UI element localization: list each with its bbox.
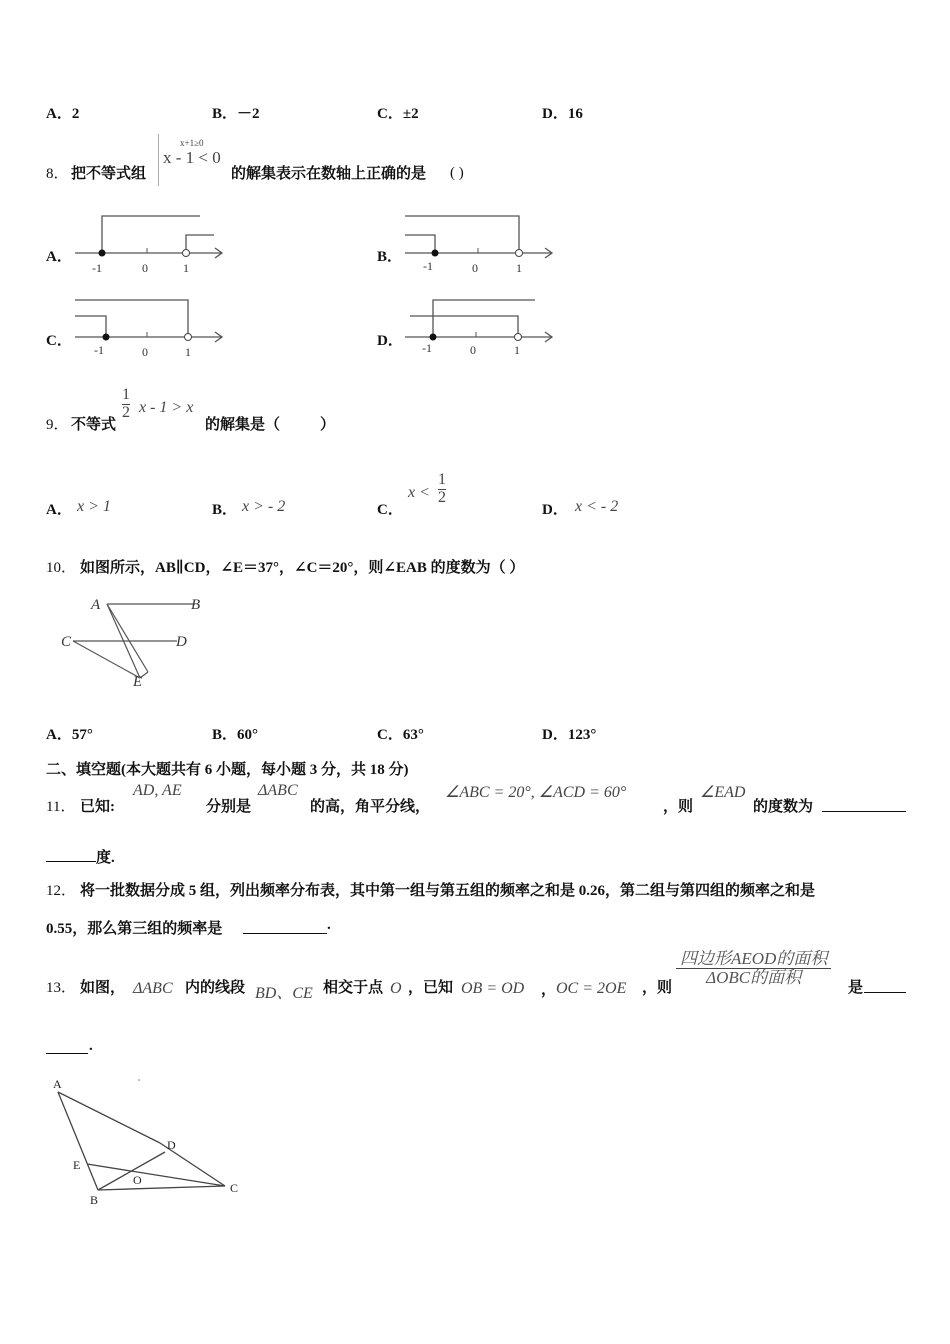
q10-option-d[interactable]: D．123° <box>542 727 597 743</box>
q9-option-c-value[interactable] <box>408 484 430 502</box>
q8-option-d-letter[interactable]: D． <box>377 333 403 349</box>
q13-math-5: OC = 2OE <box>556 980 627 997</box>
q9-option-c-fraction <box>438 472 446 507</box>
q8-brace <box>158 134 159 186</box>
frac-den: 2 <box>438 488 446 506</box>
q9-paren-close: ） <box>320 417 336 433</box>
q7-option-a[interactable]: A．2 <box>46 106 80 122</box>
tick-label: 1 <box>185 345 191 359</box>
q11-text-4: ，则 <box>663 799 694 815</box>
q9-option-d-value[interactable]: x < - 2 <box>575 498 619 515</box>
q8-answer-paren: ( ) <box>450 165 464 181</box>
q13-text-3: 相交于点 <box>323 980 384 996</box>
q9-stem-after: 的解集是（ <box>205 417 281 433</box>
q13-text-5: ，则 <box>642 980 673 996</box>
q8-stem-after: 的解集表示在数轴上正确的是 <box>231 166 427 182</box>
tick-label: 0 <box>142 345 148 359</box>
q9-number: 9． <box>46 417 69 433</box>
q8-option-c-numberline[interactable] <box>70 292 230 364</box>
q13-frac-num: 四边形AEOD的面积 <box>680 949 828 968</box>
q13-sep: ， <box>541 982 557 998</box>
q9-option-b-letter[interactable]: B． <box>212 502 238 518</box>
q10-option-b[interactable]: B．60° <box>212 727 259 743</box>
q8-option-d-numberline[interactable] <box>400 292 560 364</box>
q13-text-4: ，已知 <box>408 980 454 996</box>
tick-label: -1 <box>422 341 432 355</box>
q13-figure <box>45 1072 255 1207</box>
label-b: B <box>191 597 201 613</box>
label-o: O <box>133 1173 142 1187</box>
q7-option-c[interactable]: C．±2 <box>377 106 419 122</box>
q7-option-d[interactable]: D．16 <box>542 106 583 122</box>
q8-option-b-numberline[interactable] <box>400 208 560 280</box>
q11-text-6: 度. <box>96 850 115 866</box>
q9-frac-num: 1 <box>122 386 130 403</box>
label-e: E <box>73 1158 81 1172</box>
q11-number: 11． <box>46 799 76 815</box>
q13-text-2: 内的线段 <box>185 980 246 996</box>
q10-stem: 如图所示，AB∥CD，∠E＝37°，∠C＝20°，则∠EAB 的度数为（ ） <box>80 560 525 576</box>
q13-math-1: ΔABC <box>133 980 173 997</box>
label-e: E <box>133 674 143 690</box>
q13-answer-blank-1[interactable] <box>864 976 906 993</box>
q13-math-2: BD、CE <box>255 985 313 1002</box>
q13-math-4: OB = OD <box>461 980 525 997</box>
tick-label: -1 <box>423 259 433 273</box>
tick-label: 0 <box>470 343 476 357</box>
q8-option-c-letter[interactable]: C． <box>46 333 72 349</box>
q12-line-1: 将一批数据分成 5 组，列出频率分布表，其中第一组与第五组的频率之和是 0.26，第二组与第四组的频率之和是 <box>80 883 816 899</box>
q12-end: . <box>327 917 331 933</box>
q9-option-a-letter[interactable]: A． <box>46 502 72 518</box>
q11-answer-blank-1[interactable] <box>822 795 906 812</box>
q11-text-3: 的高，角平分线， <box>310 799 431 815</box>
q10-number: 10． <box>46 560 77 576</box>
q13-end: . <box>89 1038 93 1054</box>
q11-text-2: 分别是 <box>206 799 252 815</box>
q11-math-4: ∠EAD <box>700 784 746 801</box>
q12-line-2: 0.55，那么第三组的频率是 <box>46 921 223 937</box>
tick-label: -1 <box>94 343 104 357</box>
q13-text-1: 如图， <box>80 980 126 996</box>
q10-figure <box>55 590 225 695</box>
q9-expression: x - 1 > x <box>139 399 194 416</box>
q8-number: 8． <box>46 166 69 182</box>
section-title: 二、填空题(本大题共有 6 小题，每小题 3 分，共 18 分) <box>46 762 409 778</box>
q13-number: 13． <box>46 980 77 996</box>
label-b: B <box>90 1193 99 1207</box>
q13-frac-den: ΔOBC的面积 <box>676 968 831 987</box>
q8-system-top: x+1≥0 <box>180 138 204 148</box>
label-a: A <box>91 597 101 613</box>
label-d: D <box>176 634 187 650</box>
tick-label: 1 <box>183 261 189 275</box>
q11-math-1: AD, AE <box>133 782 182 799</box>
q9-option-c-pre: x < <box>408 484 430 501</box>
q13-text-6: 是 <box>848 980 864 996</box>
q8-system-bottom: x - 1 < 0 <box>163 148 221 167</box>
q7-option-b[interactable]: B．－2 <box>212 106 260 122</box>
q9-option-b-value[interactable]: x > - 2 <box>242 498 286 515</box>
q9-stem-before: 不等式 <box>71 417 117 433</box>
q11-answer-blank-2[interactable] <box>46 845 96 862</box>
label-d: D <box>167 1138 176 1152</box>
q9-option-c-letter[interactable]: C． <box>377 502 403 518</box>
q10-option-c[interactable]: C．63° <box>377 727 424 743</box>
q13-fraction <box>676 950 831 987</box>
q9-option-a-value[interactable]: x > 1 <box>77 498 111 515</box>
tick-label: 1 <box>514 343 520 357</box>
label-c: C <box>230 1181 239 1195</box>
q9-frac-den: 2 <box>122 403 130 421</box>
tick-label: -1 <box>92 261 102 275</box>
label-c: C <box>61 634 72 650</box>
q8-stem-before: 把不等式组 <box>71 166 147 182</box>
q11-text-5: 的度数为 <box>753 799 814 815</box>
q10-option-a[interactable]: A．57° <box>46 727 93 743</box>
q11-text-1: 已知: <box>80 799 115 815</box>
frac-num: 1 <box>438 471 446 488</box>
q12-answer-blank[interactable] <box>243 917 327 934</box>
q12-number: 12． <box>46 883 77 899</box>
q8-option-a-numberline[interactable] <box>70 208 230 280</box>
q9-option-d-letter[interactable]: D． <box>542 502 568 518</box>
q9-fraction <box>122 387 130 422</box>
q13-math-3: O <box>390 980 402 997</box>
tick-label: 0 <box>142 261 148 275</box>
q13-answer-blank-2[interactable] <box>46 1037 88 1054</box>
q8-option-b-letter[interactable]: B． <box>377 249 403 265</box>
tick-label: 0 <box>472 261 478 275</box>
q11-math-2: ΔABC <box>258 782 298 799</box>
q8-option-a-letter[interactable]: A． <box>46 249 72 265</box>
q11-math-3: ∠ABC = 20°, ∠ACD = 60° <box>445 784 627 801</box>
tick-label: 1 <box>516 261 522 275</box>
label-a: A <box>53 1077 62 1091</box>
